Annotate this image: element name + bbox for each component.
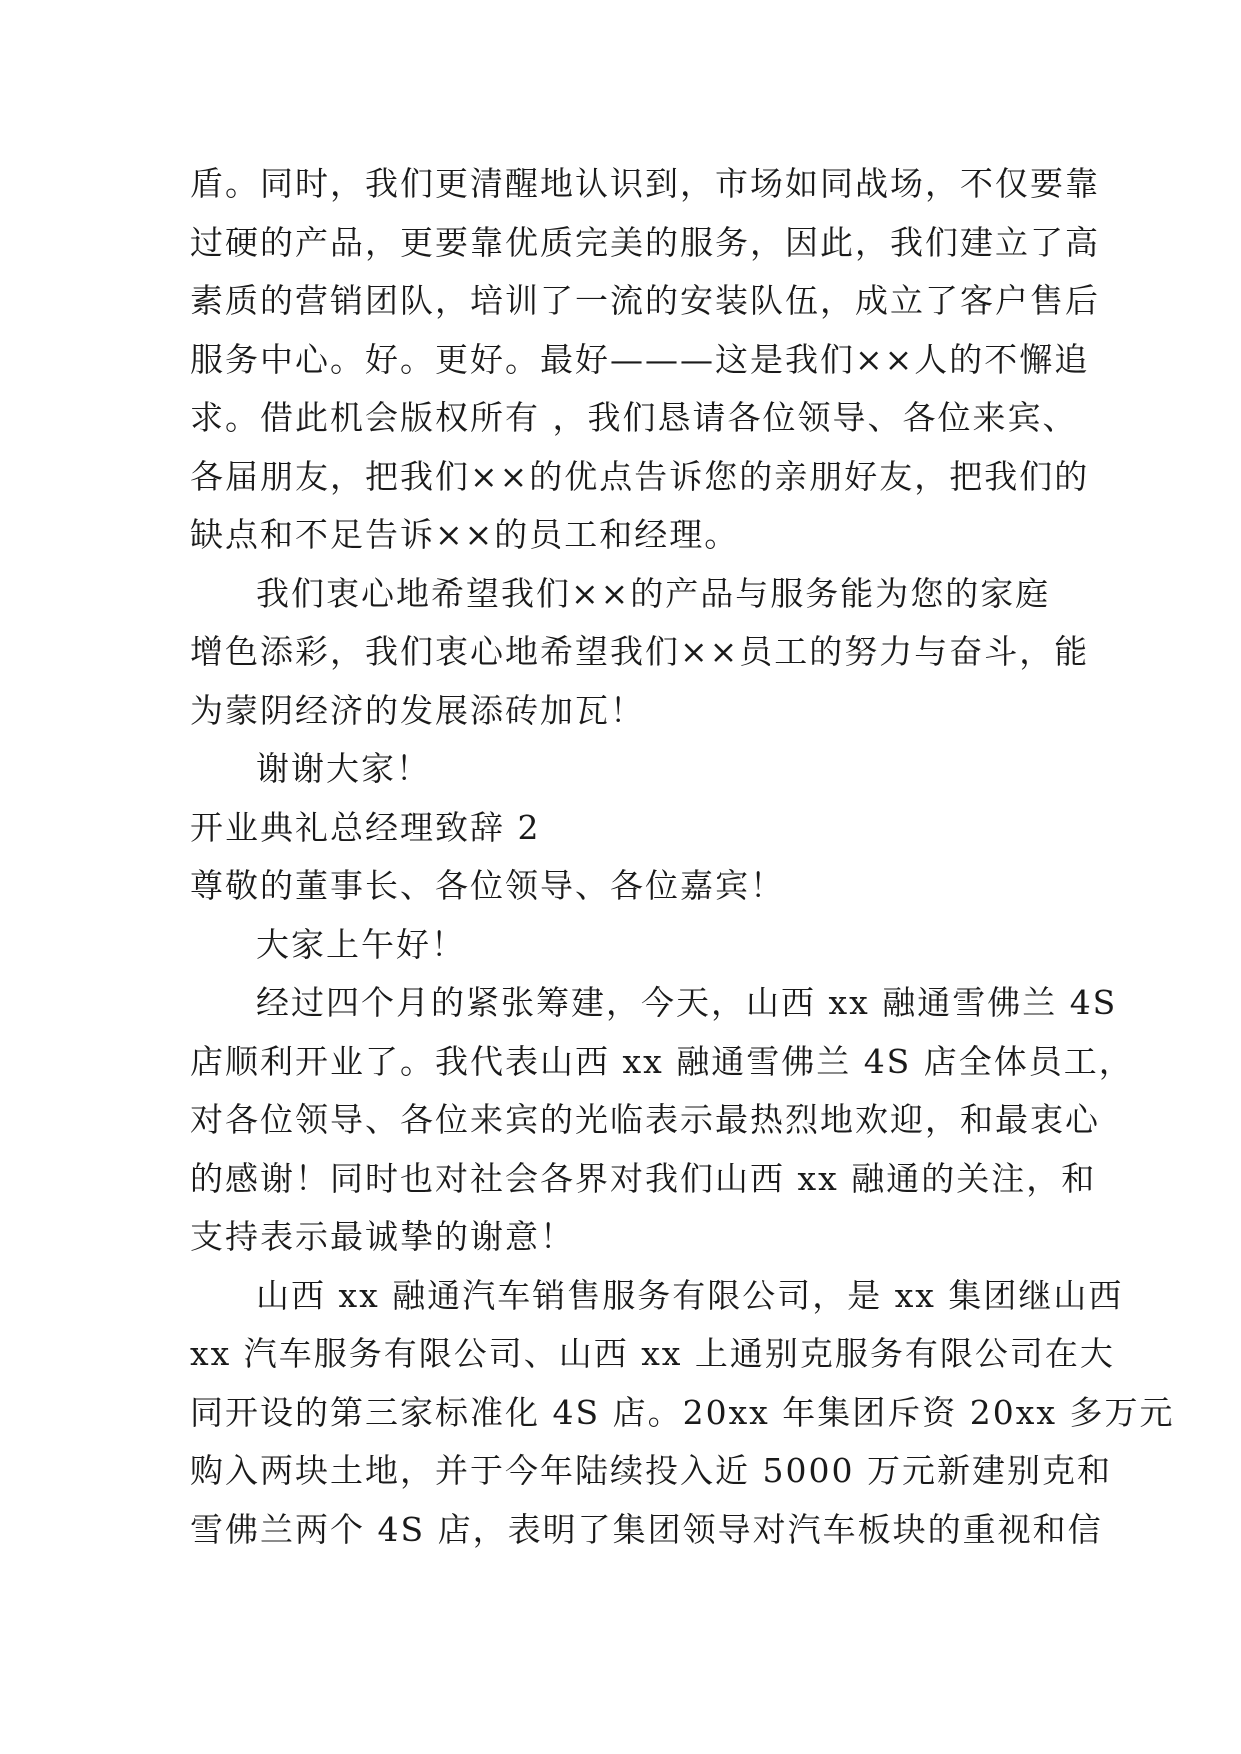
paragraph-first-line: 经过四个月的紧张筹建，今天，山西 xx 融通雪佛兰 4S [256, 983, 1118, 1022]
text-line: 服务中心。好。更好。最好———这是我们××人的不懈追 [190, 339, 1090, 379]
text-line: 增色添彩，我们衷心地希望我们××员工的努力与奋斗，能 [190, 632, 1090, 671]
text-line: 各届朋友，把我们××的优点告诉您的亲朋好友，把我们的 [190, 456, 1090, 496]
text-line: 缺点和不足告诉××的员工和经理。 [190, 515, 740, 554]
text-line: 过硬的产品，更要靠优质完美的服务，因此，我们建立了高 [190, 222, 1100, 262]
text-line: 支持表示最诚挚的谢意！ [190, 1217, 575, 1256]
text-line: 为蒙阴经济的发展添砖加瓦！ [190, 690, 645, 730]
paragraph-first-line: 我们衷心地希望我们××的产品与服务能为您的家庭 [256, 573, 1051, 613]
document-body [190, 155, 1175, 1559]
text-line: 对各位领导、各位来宾的光临表示最热烈地欢迎，和最衷心 [190, 1100, 1100, 1139]
text-line: 素质的营销团队，培训了一流的安装队伍，成立了客户售后 [190, 281, 1100, 320]
salutation: 尊敬的董事长、各位领导、各位嘉宾！ [190, 866, 785, 905]
text-line: 的感谢！同时也对社会各界对我们山西 xx 融通的关注，和 [190, 1158, 1097, 1198]
text-line: 雪佛兰两个 4S 店，表明了集团领导对汽车板块的重视和信 [190, 1509, 1103, 1549]
text-line: 同开设的第三家标准化 4S 店。20xx 年集团斥资 20xx 多万元 [190, 1392, 1175, 1432]
greeting: 大家上午好！ [256, 924, 466, 964]
closing-thanks: 谢谢大家！ [256, 749, 431, 788]
text-line: xx 汽车服务有限公司、山西 xx 上通别克服务有限公司在大 [190, 1334, 1115, 1373]
paragraph-first-line: 山西 xx 融通汽车销售服务有限公司，是 xx 集团继山西 [256, 1275, 1124, 1315]
section-title: 开业典礼总经理致辞 2 [190, 807, 541, 847]
text-line: 求。借此机会版权所有 ，我们恳请各位领导、各位来宾、 [190, 398, 1078, 437]
text-line: 购入两块土地，并于今年陆续投入近 5000 万元新建别克和 [190, 1451, 1112, 1490]
text-line: 盾。同时，我们更清醒地认识到，市场如同战场，不仅要靠 [190, 164, 1100, 203]
text-line: 店顺利开业了。我代表山西 xx 融通雪佛兰 4S 店全体员工， [190, 1041, 1134, 1081]
